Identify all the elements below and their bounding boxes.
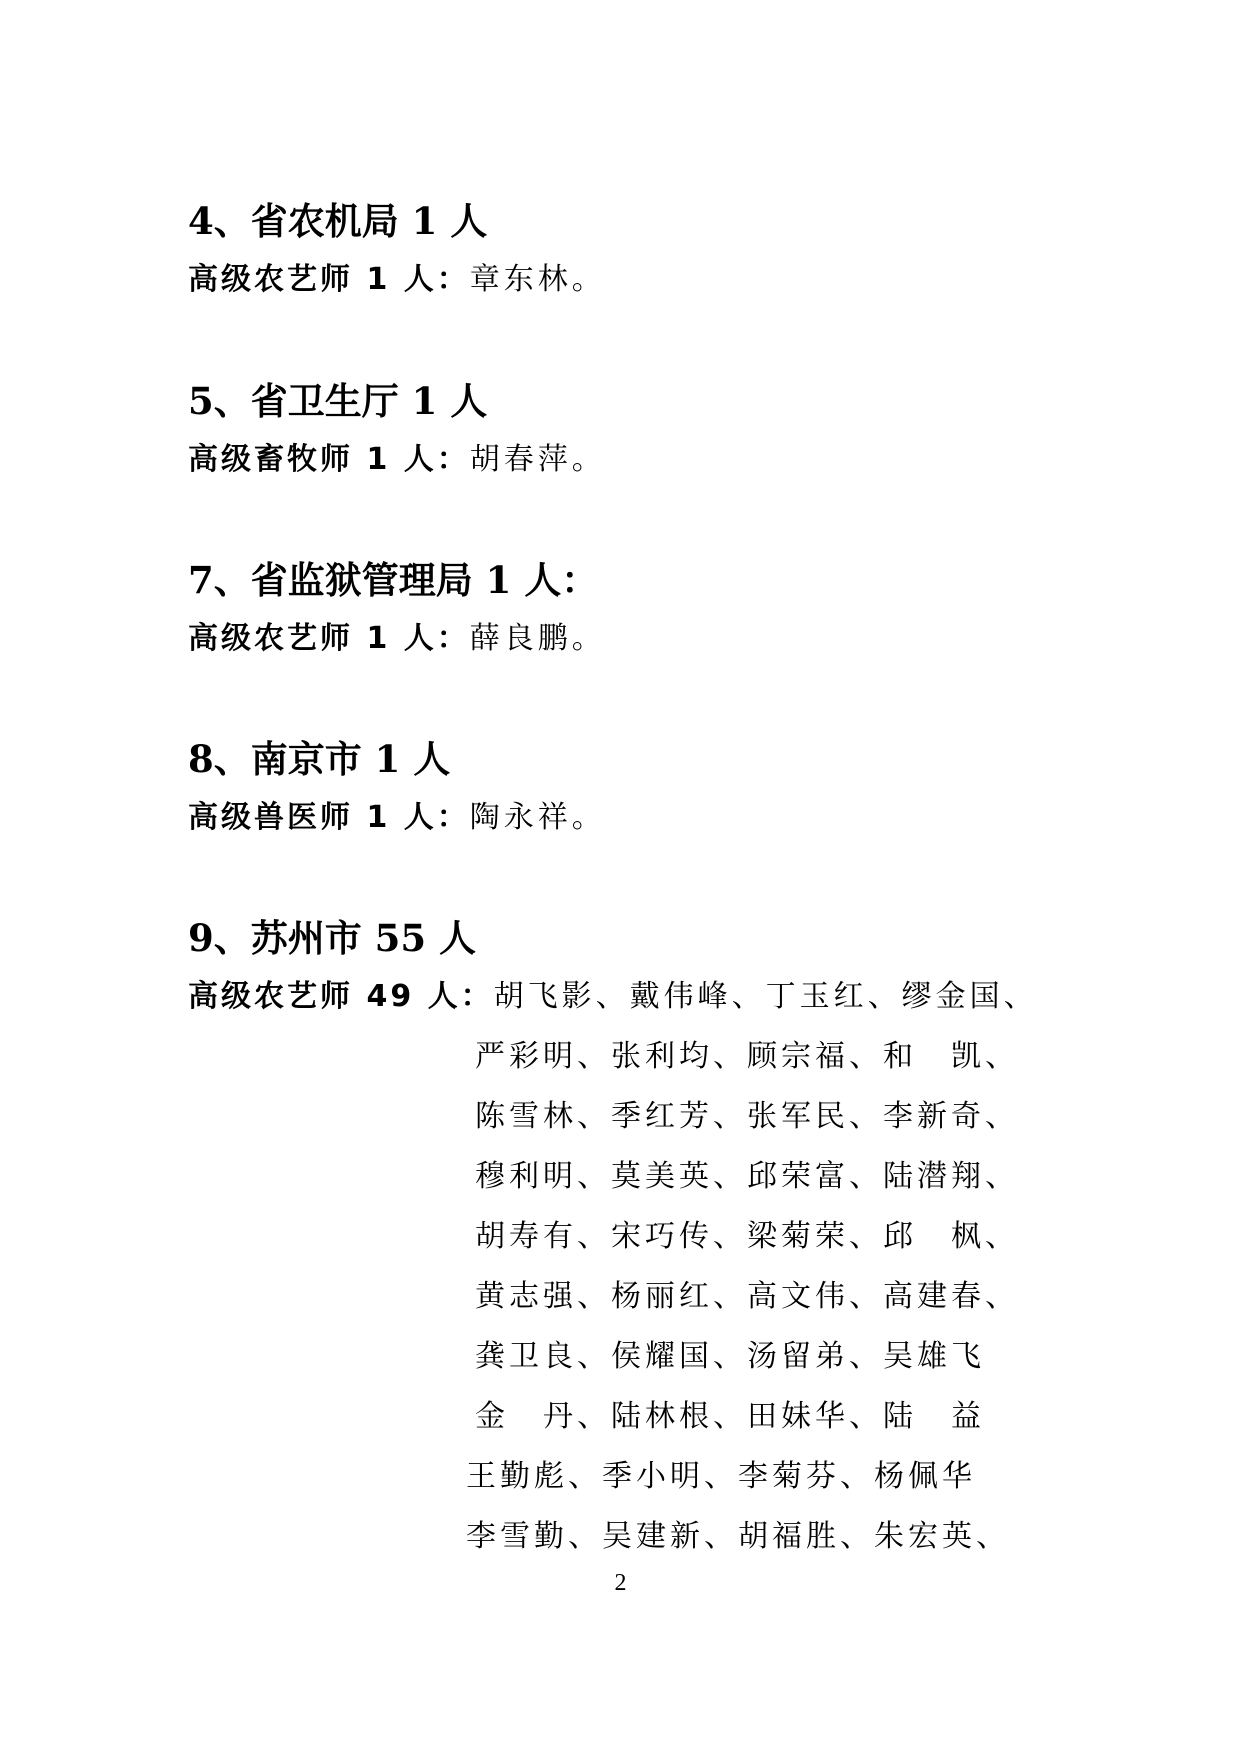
role-label: 高级农艺师 49 人： bbox=[188, 979, 494, 1014]
page-number: 2 bbox=[614, 1570, 627, 1596]
name-list: 胡春萍。 bbox=[469, 442, 606, 477]
section-heading-agri-machinery-bureau: 4、省农机局 1 人 bbox=[188, 199, 488, 243]
role-label: 高级农艺师 1 人： bbox=[188, 621, 470, 656]
section-entry-health-department bbox=[188, 438, 606, 482]
role-label: 高级畜牧师 1 人： bbox=[188, 442, 470, 477]
section-entry-agri-machinery-bureau bbox=[188, 258, 606, 302]
name-list: 薛良鹏。 bbox=[469, 621, 606, 656]
name-list-line: 李雪勤、吴建新、胡福胜、朱宏英、 bbox=[466, 1519, 1010, 1554]
name-list: 章东林。 bbox=[469, 262, 606, 297]
name-list: 陶永祥。 bbox=[469, 800, 606, 835]
name-list-line: 王勤彪、季小明、李菊芬、杨佩华 bbox=[466, 1459, 976, 1494]
name-list-line: 穆利明、莫美英、邱荣富、陆潜翔、 bbox=[475, 1159, 1019, 1194]
name-list-line: 金 丹、陆林根、田妹华、陆 益 bbox=[475, 1399, 985, 1434]
role-label: 高级农艺师 1 人： bbox=[188, 262, 470, 297]
role-label: 高级兽医师 1 人： bbox=[188, 800, 470, 835]
section-heading-suzhou: 9、苏州市 55 人 bbox=[188, 916, 476, 960]
name-list-line: 陈雪林、季红芳、张军民、李新奇、 bbox=[475, 1099, 1019, 1134]
name-list-line: 严彩明、张利均、顾宗福、和 凯、 bbox=[475, 1039, 1019, 1074]
name-list: 胡飞影、戴伟峰、丁玉红、缪金国、 bbox=[493, 979, 1038, 1014]
name-list-line: 胡寿有、宋巧传、梁菊荣、邱 枫、 bbox=[475, 1219, 1019, 1254]
section-heading-nanjing: 8、南京市 1 人 bbox=[188, 737, 451, 781]
section-heading-prison-bureau: 7、省监狱管理局 1 人： bbox=[188, 558, 599, 602]
name-list-line: 龚卫良、侯耀国、汤留弟、吴雄飞 bbox=[475, 1339, 985, 1374]
section-heading-health-department: 5、省卫生厅 1 人 bbox=[188, 379, 488, 423]
name-list-line: 黄志强、杨丽红、高文伟、高建春、 bbox=[475, 1279, 1019, 1314]
section-entry-nanjing bbox=[188, 796, 606, 840]
section-entry-prison-bureau bbox=[188, 617, 606, 661]
section-entry-suzhou bbox=[188, 975, 1038, 1019]
